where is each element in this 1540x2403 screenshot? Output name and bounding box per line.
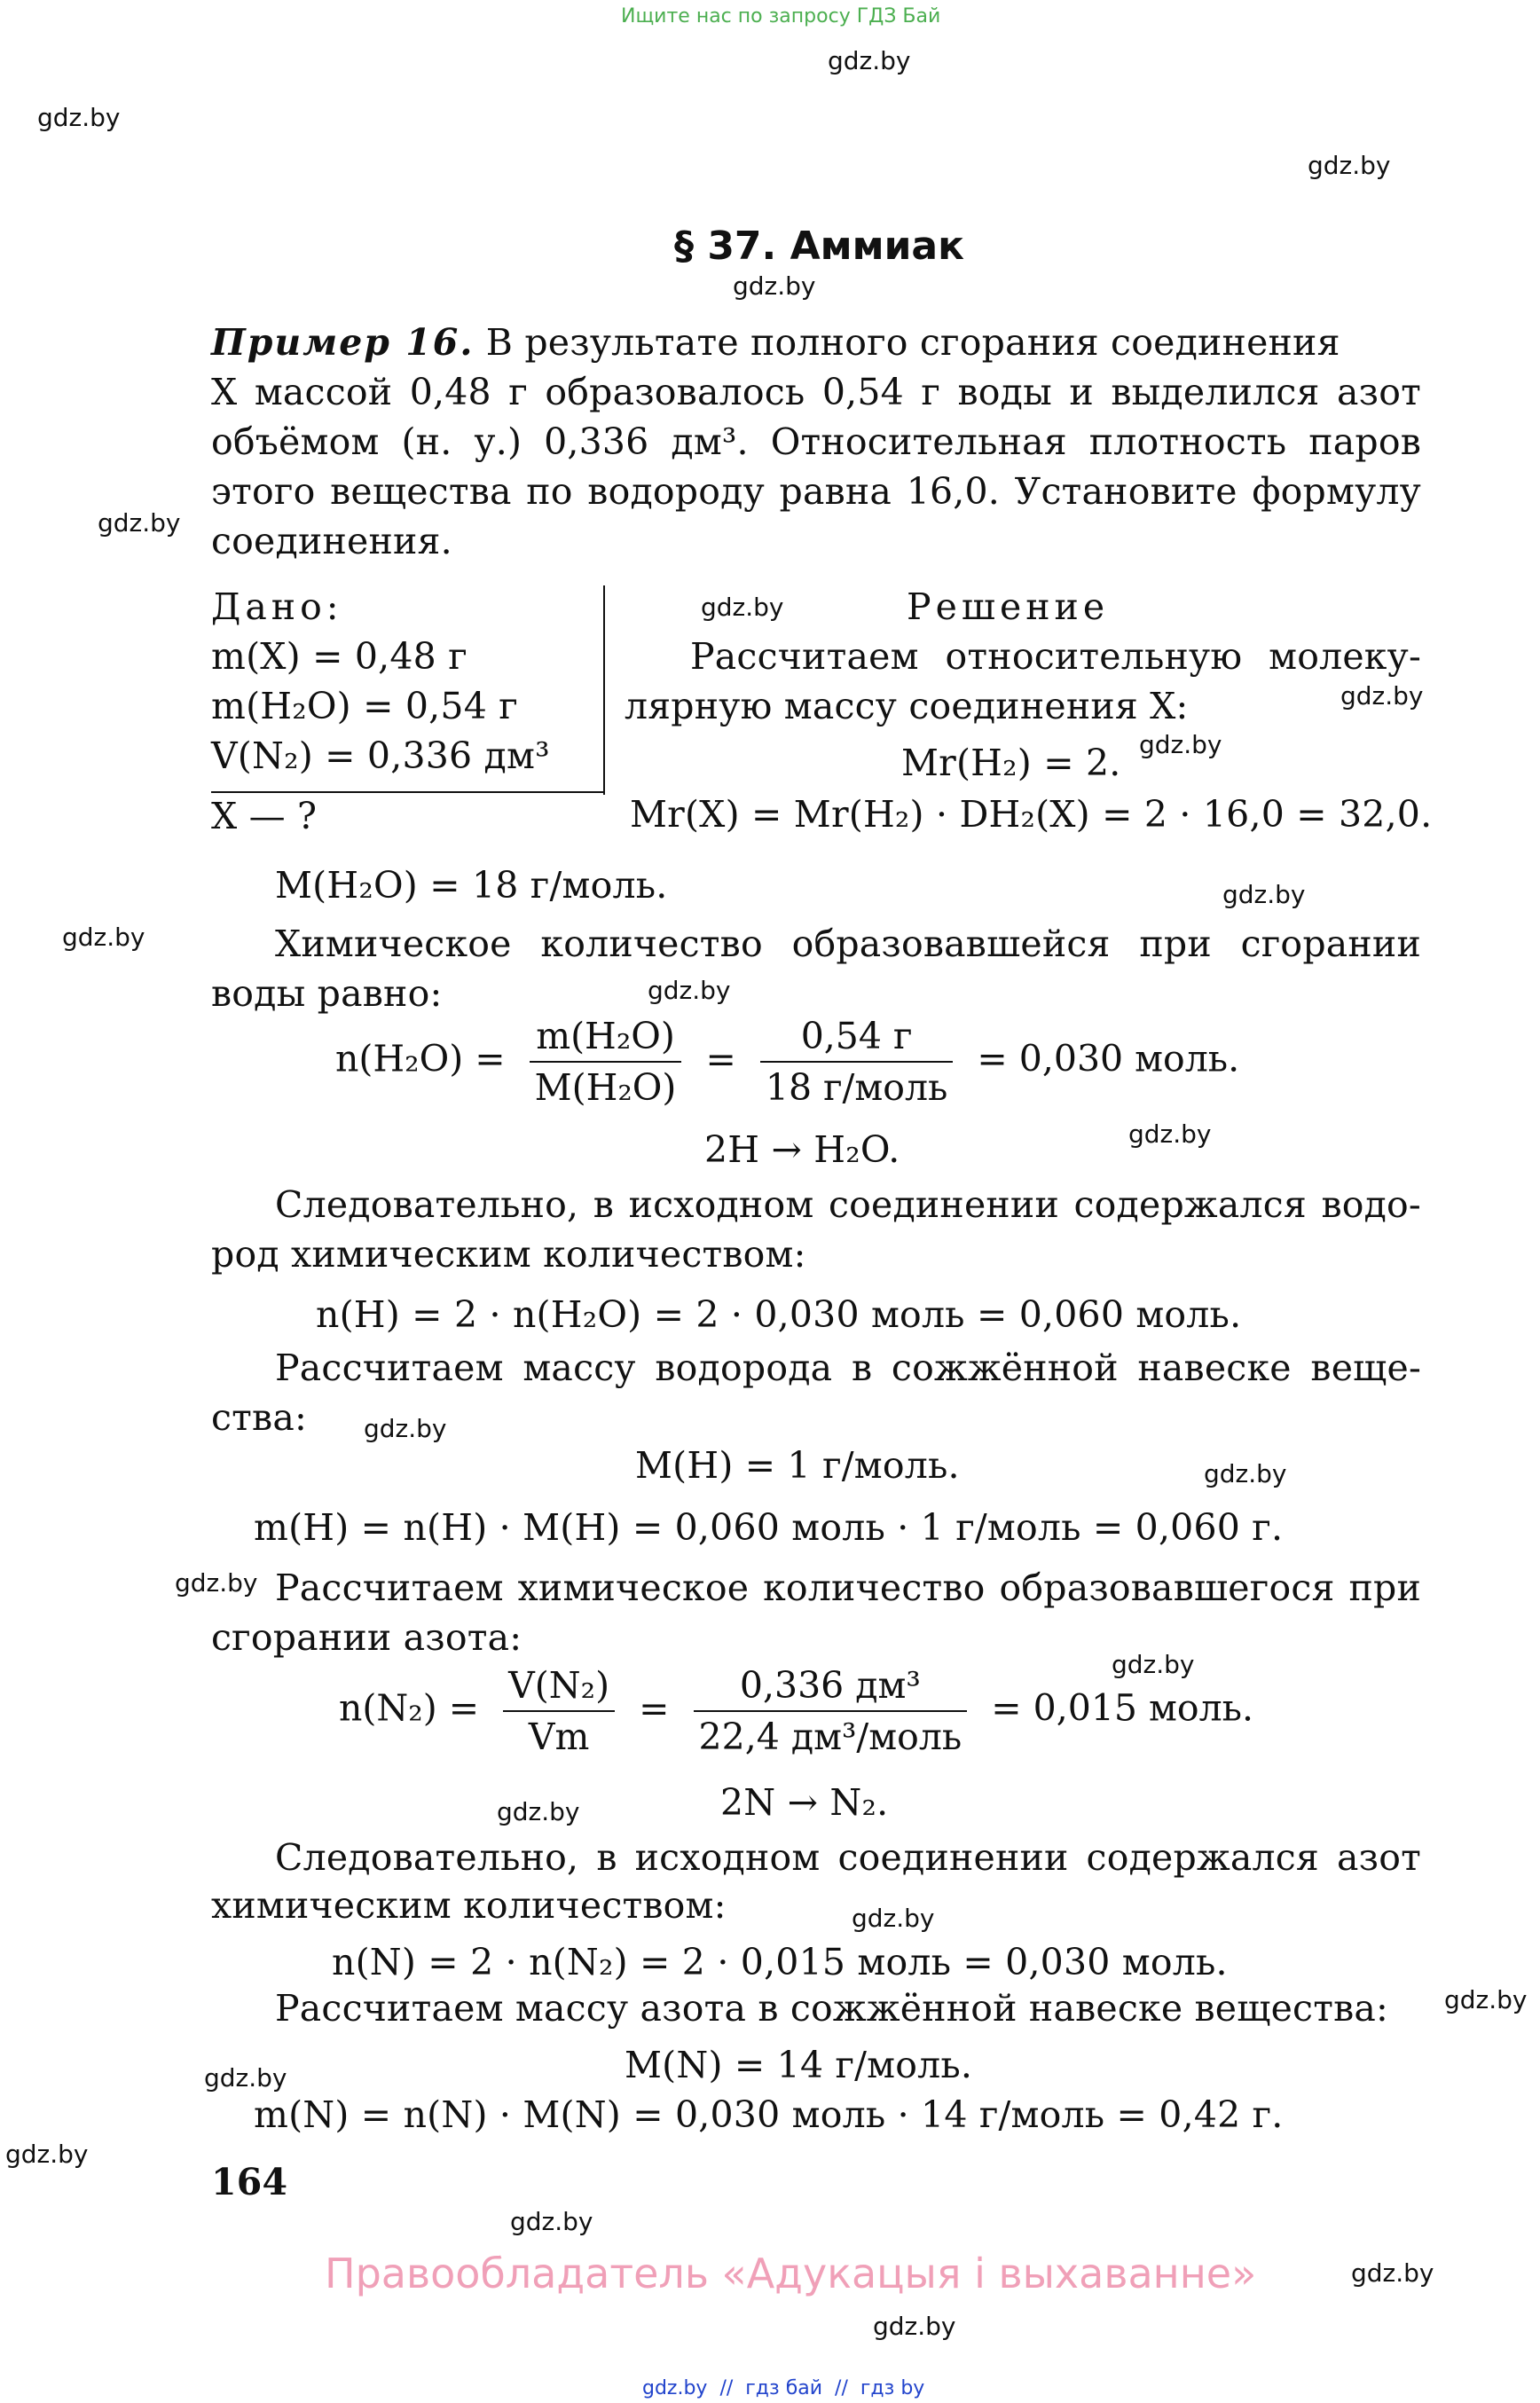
watermark: gdz.by — [701, 593, 784, 622]
watermark: gdz.by — [873, 2312, 956, 2341]
fraction — [530, 1015, 682, 1109]
rights-holder: Правообладатель «Адукацыя і выхаванне» — [325, 2250, 1257, 2297]
problem-line: этого вещества по водороду равна 16,0. Установите формулу — [211, 470, 1421, 513]
watermark: gdz.by — [1340, 681, 1424, 711]
equation-mr-x: Mr(X) = Mr(H₂) · DH₂(X) = 2 · 16,0 = 32,0. — [630, 793, 1433, 836]
watermark: gdz.by — [648, 976, 731, 1005]
watermark: gdz.by — [98, 508, 181, 538]
equation-m-n: m(N) = n(N) · M(N) = 0,030 моль · 14 г/моль = 0,42 г. — [254, 2093, 1284, 2136]
fraction-numerator: 0,336 дм³ — [694, 1664, 968, 1712]
problem-label: Пример 16. — [211, 321, 475, 364]
top-search-link[interactable]: Ищите нас по запросу ГДЗ Бай — [621, 5, 941, 27]
fraction — [694, 1664, 968, 1758]
equation-molar-h2o: M(H₂O) = 18 г/моль. — [275, 864, 668, 907]
eq-result: = 0,030 моль. — [977, 1037, 1240, 1080]
watermark: gdz.by — [828, 46, 911, 75]
fraction-denominator: 22,4 дм³/моль — [698, 1716, 962, 1758]
equation-n-h: n(H) = 2 · n(H₂O) = 2 · 0,030 моль = 0,060 моль. — [316, 1293, 1242, 1336]
equals-sign: = — [705, 1037, 736, 1080]
watermark: gdz.by — [497, 1797, 580, 1826]
fraction-numerator: V(N₂) — [503, 1664, 615, 1712]
equation-n-n2 — [339, 1664, 1253, 1758]
given-divider-vertical — [603, 585, 605, 795]
watermark: gdz.by — [1444, 1985, 1528, 2014]
watermark: gdz.by — [1308, 151, 1391, 180]
watermark: gdz.by — [175, 1568, 258, 1598]
solution-line: Рассчитаем химическое количество образовавшегося при — [275, 1567, 1421, 1609]
section-title: § 37. Аммиак — [674, 224, 964, 269]
solution-line: Рассчитаем массу азота в сожжённой навеске вещества: — [275, 1987, 1389, 2030]
watermark: gdz.by — [1222, 880, 1306, 909]
solution-line: сгорании азота: — [211, 1616, 522, 1659]
watermark: gdz.by — [1128, 1119, 1212, 1149]
problem-text: В результате полного сгорания соединения — [485, 321, 1340, 364]
watermark: gdz.by — [510, 2207, 593, 2236]
watermark: gdz.by — [5, 2140, 89, 2169]
watermark: gdz.by — [62, 923, 145, 952]
page-number: 164 — [211, 2161, 288, 2203]
solution-line: Следовательно, в исходном соединении содержался азот — [275, 1836, 1421, 1879]
problem-line — [211, 318, 1421, 367]
watermark: gdz.by — [1112, 1650, 1195, 1679]
scheme-nitrogen: 2N → N₂. — [720, 1781, 889, 1824]
solution-line: воды равно: — [211, 972, 443, 1015]
watermark: gdz.by — [364, 1414, 447, 1443]
watermark: gdz.by — [852, 1904, 935, 1933]
fraction — [760, 1015, 953, 1109]
solution-line: род химическим количеством: — [211, 1233, 806, 1276]
fraction-denominator: 18 г/моль — [765, 1066, 948, 1109]
given-item: m(H₂O) = 0,54 г — [211, 685, 518, 727]
equation-molar-h: M(H) = 1 г/моль. — [635, 1444, 960, 1487]
equation-molar-n: M(N) = 14 г/моль. — [625, 2044, 973, 2086]
equation-mr-h2: Mr(H₂) = 2. — [901, 742, 1121, 784]
fraction-numerator: 0,54 г — [760, 1015, 953, 1063]
watermark: gdz.by — [1204, 1459, 1287, 1488]
eq-lhs: n(H₂O) = — [335, 1037, 506, 1080]
fraction-numerator: m(H₂O) — [530, 1015, 682, 1063]
watermark: gdz.by — [204, 2063, 287, 2093]
fraction — [503, 1664, 615, 1758]
given-item: m(X) = 0,48 г — [211, 635, 468, 678]
problem-line: объёмом (н. у.) 0,336 дм³. Относительная плотность паров — [211, 420, 1421, 463]
watermark: gdz.by — [37, 103, 121, 132]
fraction-denominator: Vm — [528, 1716, 590, 1758]
solution-line: Рассчитаем относительную молеку- — [690, 635, 1421, 678]
eq-lhs: n(N₂) = — [339, 1686, 480, 1730]
equation-n-n: n(N) = 2 · n(N₂) = 2 · 0,015 моль = 0,030 моль. — [332, 1941, 1228, 1983]
solution-heading: Решение — [907, 585, 1110, 628]
equation-m-h: m(H) = n(H) · M(H) = 0,060 моль · 1 г/моль = 0,060 г. — [254, 1506, 1284, 1549]
solution-line: ства: — [211, 1396, 307, 1439]
watermark: gdz.by — [1139, 730, 1222, 759]
eq-result: = 0,015 моль. — [991, 1686, 1254, 1730]
scheme-hydrogen: 2H → H₂O. — [704, 1128, 900, 1171]
solution-line: лярную массу соединения X: — [625, 685, 1189, 727]
solution-line: Химическое количество образовавшейся при сгорании — [275, 923, 1421, 965]
watermark: gdz.by — [733, 271, 816, 301]
problem-line: X массой 0,48 г образовалось 0,54 г воды и выделился азот — [211, 371, 1421, 413]
solution-line: химическим количеством: — [211, 1884, 727, 1927]
watermark: gdz.by — [1351, 2258, 1434, 2288]
solution-line: Рассчитаем массу водорода в сожжённой навеске веще- — [275, 1347, 1421, 1389]
given-heading: Дано: — [211, 585, 343, 628]
problem-line: соединения. — [211, 520, 452, 562]
given-unknown: X — ? — [211, 795, 318, 837]
fraction-denominator: M(H₂O) — [534, 1066, 677, 1109]
footer-links[interactable]: gdz.by // гдз бай // гдз by — [642, 2377, 925, 2399]
given-item: V(N₂) = 0,336 дм³ — [211, 734, 550, 777]
equals-sign: = — [639, 1686, 670, 1730]
equation-n-h2o — [335, 1015, 1239, 1109]
solution-line: Следовательно, в исходном соединении содержался водо- — [275, 1183, 1421, 1226]
